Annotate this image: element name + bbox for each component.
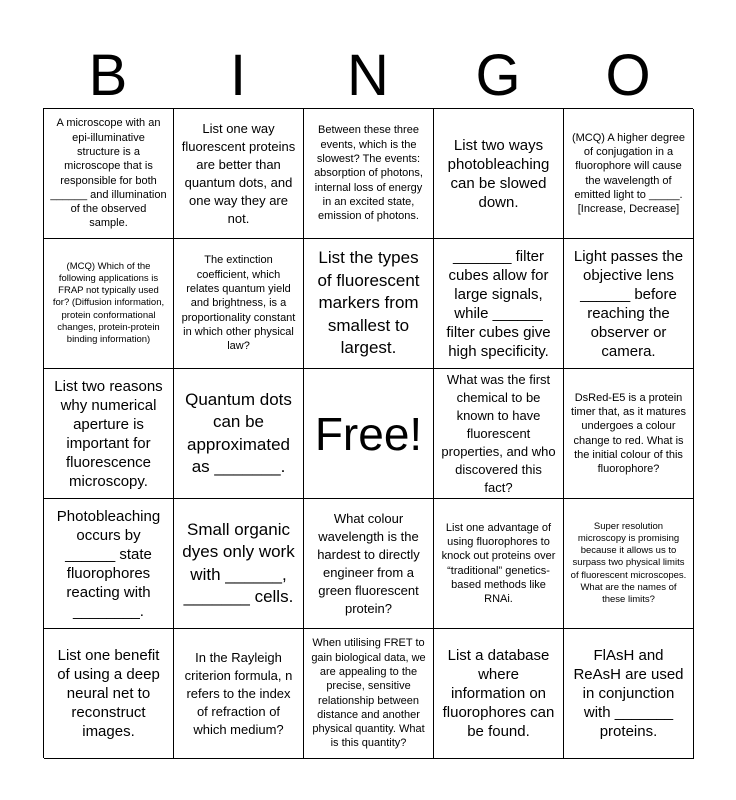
bingo-cell-r4-c4[interactable] [434, 499, 564, 629]
cell-text: FlAsH and ReAsH are used in conjunction with _______ proteins. [573, 647, 684, 740]
cell-text: (MCQ) Which of the following applications is FRAP not typically used for? (Diffusion information, protein conformational changes, protein-protein binding information) [52, 260, 165, 345]
bingo-cell-r4-c1[interactable] [44, 499, 174, 629]
bingo-cell-r2-c5[interactable] [564, 239, 694, 369]
cell-text: Photobleaching occurs by ______ state fluorophores reacting with ________. [56, 507, 161, 620]
cell-text: DsRed-E5 is a protein timer that, as it matures undergoes a colour change to red. What is the initial colour of this fluorophore? [571, 391, 686, 476]
bingo-cell-r3-c4[interactable] [434, 369, 564, 499]
bingo-cell-r4-c2[interactable] [174, 499, 304, 629]
bingo-cell-r5-c5[interactable] [564, 629, 694, 759]
cell-text: What was the first chemical to be known to have fluorescent properties, and who discovered this fact? [441, 371, 556, 495]
cell-text: A microscope with an epi-illuminative structure is a microscope that is responsible for both ______ and illumination of the observed sample. [50, 117, 167, 230]
header-letter-i: I [229, 43, 247, 108]
bingo-cell-r3-c2[interactable] [174, 369, 304, 499]
bingo-cell-r2-c1[interactable] [44, 239, 174, 369]
cell-text: Quantum dots can be approximated as _______. [185, 389, 292, 476]
bingo-cell-r1-c2[interactable] [174, 109, 304, 239]
cell-text: Small organic dyes only work with ______, _______ cells. [182, 519, 295, 606]
cell-text: The extinction coefficient, which relates quantum yield and brightness, is a proportionality constant in which other physical law? [181, 254, 296, 353]
cell-text: List one way fluorescent proteins are better than quantum dots, and one way they are not. [181, 120, 296, 226]
cell-text: _______ filter cubes allow for large signals, while ______ filter cubes give high specificity. [446, 247, 551, 360]
bingo-cell-r1-c4[interactable] [434, 109, 564, 239]
bingo-cell-r5-c3[interactable] [304, 629, 434, 759]
free-space-text: Free! [314, 407, 423, 460]
cell-text: List one benefit of using a deep neural net to reconstruct images. [57, 647, 160, 740]
cell-text: List two ways photobleaching can be slowed down. [447, 136, 550, 211]
bingo-cell-r4-c5[interactable] [564, 499, 694, 629]
cell-text: (MCQ) A higher degree of conjugation in a fluorophore will cause the wavelength of emitted light to _____. [Increase, Decrease] [571, 131, 686, 216]
bingo-cell-r3-c5[interactable] [564, 369, 694, 499]
cell-text: In the Rayleigh criterion formula, n refers to the index of refraction of which medium? [184, 649, 293, 737]
cell-text: When utilising FRET to gain biological data, we are appealing to the precise, sensitive relationship between distance and another physical quantity. What is this quantity? [311, 637, 426, 750]
bingo-cell-r5-c1[interactable] [44, 629, 174, 759]
cell-text: Between these three events, which is the slowest? The events: absorption of photons, internal loss of energy in an excited state, emission of photons. [314, 124, 423, 223]
header-letter-g: G [475, 43, 521, 108]
bingo-cell-r1-c5[interactable] [564, 109, 694, 239]
cell-text: List two reasons why numerical aperture is important for fluorescence microscopy. [54, 377, 163, 490]
bingo-cell-r3-c1[interactable] [44, 369, 174, 499]
cell-text: List one advantage of using fluorophores to knock out proteins over “traditional” genetics-based methods like RNAi. [441, 521, 556, 606]
cell-text: What colour wavelength is the hardest to directly engineer from a green fluorescent protein? [317, 510, 420, 616]
bingo-cell-r2-c4[interactable] [434, 239, 564, 369]
bingo-cell-r5-c4[interactable] [434, 629, 564, 759]
bingo-cell-free[interactable] [304, 369, 434, 499]
cell-text: List a database where information on fluorophores can be found. [442, 647, 555, 740]
header-letter-o: O [605, 43, 651, 108]
bingo-cell-r4-c3[interactable] [304, 499, 434, 629]
header-letter-b: B [88, 43, 128, 108]
bingo-cell-r1-c3[interactable] [304, 109, 434, 239]
bingo-card-grid [43, 108, 693, 758]
bingo-header [43, 44, 693, 108]
bingo-cell-r2-c2[interactable] [174, 239, 304, 369]
bingo-cell-r1-c1[interactable] [44, 109, 174, 239]
header-letter-n: N [347, 43, 389, 108]
bingo-cell-r2-c3[interactable] [304, 239, 434, 369]
cell-text: Light passes the objective lens ______ before reaching the observer or camera. [573, 247, 684, 360]
cell-text: List the types of fluorescent markers from smallest to largest. [317, 248, 420, 358]
cell-text: Super resolution microscopy is promising because it allows us to surpass two physical limits of fluorescent microscopes. What are the names of these limits? [570, 520, 687, 605]
bingo-cell-r5-c2[interactable] [174, 629, 304, 759]
